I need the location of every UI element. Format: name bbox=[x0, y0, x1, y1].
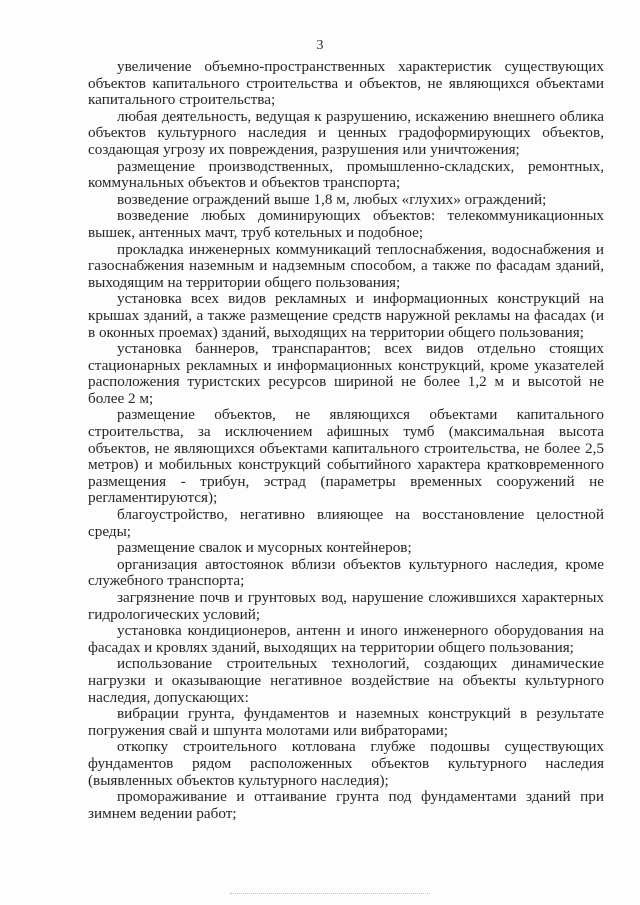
page-number: 3 bbox=[316, 38, 324, 53]
paragraph-item: вибрации грунта, фундаментов и наземных конструкций в результате погружения свай и шпунта молотами или вибраторами; bbox=[88, 705, 604, 739]
paragraph-item: благоустройство, негативно влияющее на восстановление целостной среды; bbox=[88, 506, 604, 540]
paragraph-item: любая деятельность, ведущая к разрушению, искажению внешнего облика объектов культурного наследия и ценных градоформирующих объектов, создающая угрозу их повреждения, разрушения или уничтожения; bbox=[88, 107, 604, 158]
paragraph-item: установка кондиционеров, антенн и иного инженерного оборудования на фасадах и кровлях зданий, выходящих на территории общего пользования; bbox=[88, 622, 604, 656]
paragraph-item: организация автостоянок вблизи объектов культурного наследия, кроме служебного транспорта; bbox=[88, 555, 604, 590]
paragraph-item: загрязнение почв и грунтовых вод, нарушение сложившихся характерных гидрологических условий; bbox=[88, 589, 604, 623]
scan-artifact bbox=[230, 893, 430, 896]
paragraph-item: размещение объектов, не являющихся объектами капитального строительства, за исключением афишных тумб (максимальная высота объектов, не являющихся объектами капитального строительства, не более 2,5 метров) и мобильных конструкций событийного характера кратковременного размещения - трибун, эстрад (параметры временных сооружений не регламентируются); bbox=[88, 406, 604, 507]
paragraph-item: прокладка инженерных коммуникаций теплоснабжения, водоснабжения и газоснабжения наземным и надземным способом, а также по фасадам зданий, выходящим на территории общего пользования; bbox=[88, 240, 604, 291]
paragraph-item: возведение ограждений выше 1,8 м, любых «глухих» ограждений; bbox=[117, 190, 547, 208]
paragraph-item: установка баннеров, транспарантов; всех видов отдельно стоящих стационарных рекламных и информационных конструкций, кроме указателей расположения туристских ресурсов шириной не более 1,2 м и высотой не более 2 м; bbox=[88, 340, 604, 407]
paragraph-item: установка всех видов рекламных и информационных конструкций на крышах зданий, а также размещение средств наружной рекламы на фасадах (и в оконных проемах) зданий, выходящих на территории общего пользования; bbox=[88, 290, 604, 341]
paragraph-item: размещение производственных, промышленно-складских, ремонтных, коммунальных объектов и объектов транспорта; bbox=[88, 157, 604, 192]
document-body bbox=[88, 59, 604, 822]
paragraph-item: использование строительных технологий, создающих динамические нагрузки и оказывающие негативное воздействие на объекты культурного наследия, допускающих: bbox=[88, 655, 604, 706]
paragraph-item: возведение любых доминирующих объектов: телекоммуникационных вышек, антенных мачт, труб котельных и подобное; bbox=[88, 207, 604, 241]
paragraph-item: промораживание и оттаивание грунта под фундаментами зданий при зимнем ведении работ; bbox=[88, 788, 604, 822]
paragraph-item: увеличение объемно-пространственных характеристик существующих объектов капитального строительства и объектов, не являющихся объектами капитального строительства; bbox=[88, 58, 604, 109]
paragraph-item: откопку строительного котлована глубже подошвы существующих фундаментов рядом расположенных объектов культурного наследия (выявленных объектов культурного наследия); bbox=[88, 738, 604, 789]
paragraph-item: размещение свалок и мусорных контейнеров; bbox=[117, 539, 412, 557]
